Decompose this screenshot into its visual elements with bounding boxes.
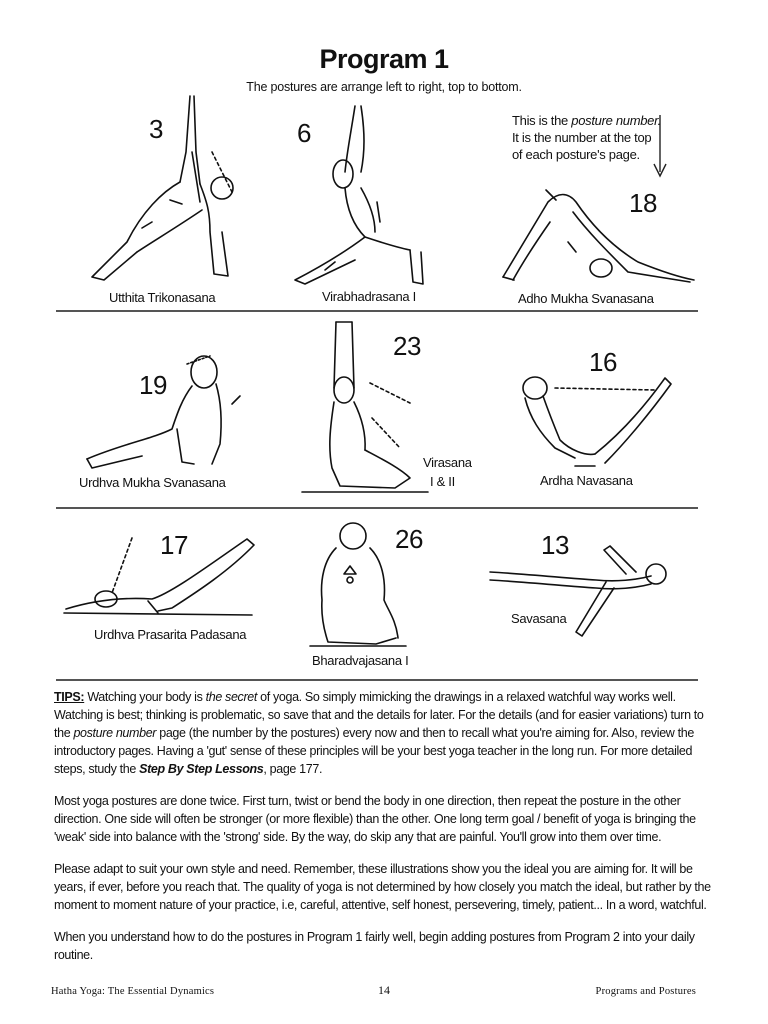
row-divider-2 <box>56 507 698 509</box>
figure-bharadvajasana-i <box>306 520 416 648</box>
posture-name-26: Bharadvajasana I <box>312 653 409 668</box>
tips-p1-b: the secret <box>205 690 257 704</box>
tips-p1-g: , page 177. <box>263 762 323 776</box>
posture-name-18: Adho Mukha Svanasana <box>518 291 654 306</box>
tips-p1-e: page (the number by the postures) every now and then to recall what you're aiming for. Also, review the introductory pages. Having a 'gut' sense of these principles will be your best yoga teacher in the long run. For more detailed steps, study the <box>54 726 694 776</box>
figure-virabhadrasana-i <box>285 102 435 290</box>
figure-ardha-navasana <box>515 368 675 473</box>
tips-paragraph-4: When you understand how to do the postures in Program 1 fairly well, begin adding postures from Program 2 into your daily routine. <box>54 930 695 962</box>
page-title: Program 1 <box>319 44 449 74</box>
posture-number-23: 23 <box>393 331 421 361</box>
figure-adho-mukha-svanasana <box>498 182 698 290</box>
note-line3: of each posture's page. <box>512 147 640 162</box>
posture-number-13: 13 <box>541 530 569 560</box>
note-line1-pre: This is the <box>512 113 572 128</box>
tips-section <box>54 688 716 978</box>
tips-paragraph-3: Please adapt to suit your own style and need. Remember, these illustrations show you the ideal you are aiming for. It will be years, if ever, before you reach that. The quality of yoga is not determined by how closely you match the ideal, but rather by the moment to moment nature of your practice, i.e, careful, attentive, self honest, persevering, timely, patient... In a word, watchful. <box>54 862 711 912</box>
tips-p1-f: Step By Step Lessons <box>139 762 264 776</box>
row-divider-1 <box>56 310 698 312</box>
tips-paragraph-2: Most yoga postures are done twice. First turn, twist or bend the body in one direction, then repeat the posture in the other direction. One side will often be stronger (or more flexible) than the other. One long term goal / benefit of yoga is bringing the 'weak' side into balance with the 'strong' side. By the way, do skip any that are painful. You'll grow into them over time. <box>54 794 696 844</box>
posture-number-note <box>512 112 661 163</box>
posture-number-16: 16 <box>589 347 617 377</box>
posture-name-3: Utthita Trikonasana <box>109 290 216 305</box>
posture-number-26: 26 <box>395 524 423 554</box>
figure-urdhva-mukha-svanasana <box>82 344 252 472</box>
footer-book-title: Hatha Yoga: The Essential Dynamics <box>51 986 215 997</box>
posture-number-19: 19 <box>139 370 167 400</box>
posture-name-13: Savasana <box>511 611 567 626</box>
tips-paragraph-1 <box>54 688 716 778</box>
posture-name-6: Virabhadrasana I <box>322 289 416 304</box>
page-subtitle: The postures are arrange left to right, top to bottom. <box>246 80 522 94</box>
figure-virasana <box>300 318 430 496</box>
footer-section-title: Programs and Postures <box>595 986 696 997</box>
tips-label: TIPS: <box>54 690 85 704</box>
figure-urdhva-prasarita-padasana <box>62 533 258 623</box>
posture-number-17: 17 <box>160 530 188 560</box>
posture-name-23: Virasana <box>423 455 472 470</box>
posture-number-3: 3 <box>149 114 163 144</box>
figure-savasana <box>486 542 676 642</box>
figure-utthita-trikonasana <box>82 92 252 290</box>
note-line2: It is the number at the top <box>512 130 652 145</box>
page-number: 14 <box>378 983 390 997</box>
tips-p1-c: of yoga. So simply mimicking the drawings in a relaxed watchful way works well. Watching is best; thinking is problematic, so save that and the details for later. For the details (and for easier variations) turn to the <box>54 690 704 740</box>
posture-number-18: 18 <box>629 188 657 218</box>
posture-name-17: Urdhva Prasarita Padasana <box>94 627 247 642</box>
tips-p1-a: Watching your body is <box>84 690 206 704</box>
posture-name-16: Ardha Navasana <box>540 473 633 488</box>
row-divider-3 <box>56 679 698 681</box>
posture-number-6: 6 <box>297 118 311 148</box>
note-line1-em: posture number. <box>571 113 661 128</box>
posture-name-23b: I & II <box>430 474 455 489</box>
posture-name-19: Urdhva Mukha Svanasana <box>79 475 226 490</box>
note-arrow-icon <box>645 112 675 182</box>
tips-p1-d: posture number <box>73 726 157 740</box>
